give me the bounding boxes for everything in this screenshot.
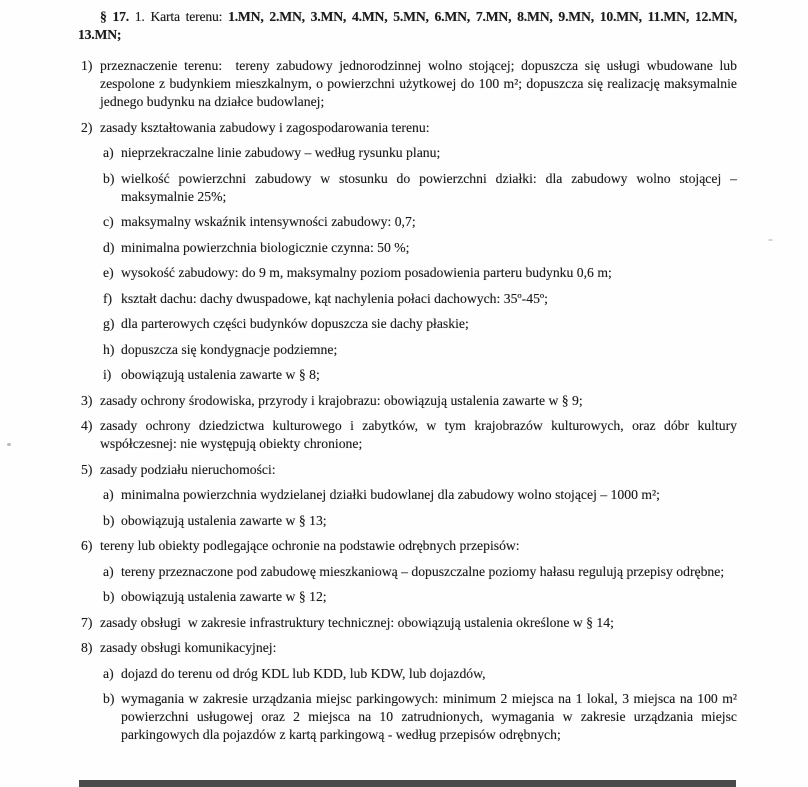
- scan-speck: [7, 443, 11, 446]
- item-text: obowiązują ustalenia zawarte w § 12;: [121, 589, 327, 604]
- item-marker: g): [103, 316, 115, 331]
- item-text: zasady kształtowania zabudowy i zagospodarowania terenu:: [100, 119, 430, 135]
- item-text: wysokość zabudowy: do 9 m, maksymalny poziom posadowienia parteru budynku 0,6 m;: [121, 265, 612, 280]
- item-5a: [103, 486, 737, 504]
- item-4: [81, 417, 737, 453]
- item-text: dopuszcza się kondygnacje podziemne;: [121, 341, 338, 357]
- item-marker: c): [103, 214, 114, 229]
- item-marker: a): [103, 563, 114, 579]
- item-text: obowiązują ustalenia zawarte w § 8;: [121, 367, 320, 382]
- item-marker: b): [103, 170, 115, 186]
- document-content: [78, 8, 737, 752]
- item-marker: 3): [81, 392, 93, 408]
- item-text: wymagania w zakresie urządzania miejsc parkingowych: minimum 2 miejsca na 1 lokal, 3 miejsca na 100 m² powierzchni usługowej oraz 2 miejsca na 10 zatrudnionych, wymagania w zakresie urządzania miejsc parkingowych dla pojazdów z kartą parkingową - według przepisów odrębnych;: [121, 691, 737, 742]
- item-8: [81, 639, 737, 657]
- item-marker: a): [103, 487, 114, 502]
- item-text: zasady obsługi w zakresie infrastruktury technicznej: obowiązują ustalenia określone w § 14;: [100, 614, 614, 630]
- item-marker: f): [103, 290, 113, 306]
- item-2i: [103, 366, 737, 384]
- item-marker: b): [103, 691, 115, 706]
- item-text: obowiązują ustalenia zawarte w § 13;: [121, 512, 327, 528]
- item-marker: h): [103, 341, 115, 357]
- item-marker: i): [103, 367, 112, 382]
- item-2: [81, 119, 737, 137]
- item-text: maksymalny wskaźnik intensywności zabudowy: 0,7;: [121, 214, 416, 229]
- item-text: przeznaczenie terenu: tereny zabudowy jednorodzinnej wolno stojącej; dopuszcza się usługi wbudowane lub zespolone z budynkiem mieszkalnym, o powierzchni użytkowej do 100 m²; dopuszcza się realizację maksymalnie jednego budynku na działce budowlanej;: [100, 58, 737, 109]
- item-marker: a): [103, 665, 114, 681]
- item-text: kształt dachu: dachy dwuspadowe, kąt nachylenia połaci dachowych: 35º-45º;: [121, 290, 548, 306]
- item-marker: 4): [81, 418, 93, 433]
- item-marker: 5): [81, 461, 93, 477]
- item-2b: [103, 170, 737, 206]
- item-text: tereny przeznaczone pod zabudowę mieszkaniową – dopuszczalne poziomy hałasu regulują przepisy odrębne;: [121, 563, 725, 579]
- item-text: dojazd do terenu od dróg KDL lub KDD, lub KDW, lub dojazdów,: [121, 665, 486, 681]
- item-text: nieprzekraczalne linie zabudowy – według rysunku planu;: [121, 145, 441, 160]
- item-2e: [103, 264, 737, 282]
- section-number: § 17.: [100, 9, 129, 24]
- item-2c: [103, 213, 737, 231]
- item-marker: 7): [81, 614, 93, 630]
- item-2d: [103, 239, 737, 257]
- item-marker: e): [103, 265, 114, 280]
- item-text: tereny lub obiekty podlegające ochronie na podstawie odrębnych przepisów:: [100, 538, 520, 553]
- item-text: zasady podziału nieruchomości:: [100, 461, 276, 477]
- item-5b: [103, 512, 737, 530]
- item-6: [81, 537, 737, 555]
- item-marker: a): [103, 145, 114, 160]
- item-marker: b): [103, 512, 115, 528]
- item-marker: 2): [81, 119, 93, 135]
- item-text: zasady ochrony dziedzictwa kulturowego i zabytków, w tym krajobrazów kulturowych, oraz dóbr kultury współczesnej: nie występują obiekty chronione;: [100, 418, 737, 451]
- scan-speck: [768, 239, 773, 241]
- scan-artifact-bar: [79, 780, 736, 787]
- item-marker: 8): [81, 640, 93, 655]
- item-8a: [103, 665, 737, 683]
- item-8b: [103, 690, 737, 744]
- item-text: minimalna powierzchnia biologicznie czynna: 50 %;: [121, 239, 410, 255]
- terrain-list: 1.MN, 2.MN, 3.MN, 4.MN, 5.MN, 6.MN, 7.MN, 8.MN, 9.MN, 10.MN, 11.MN, 12.MN, 13.MN;: [78, 9, 737, 42]
- item-text: zasady obsługi komunikacyjnej:: [100, 640, 277, 655]
- section-heading: [78, 8, 737, 44]
- item-text: wielkość powierzchni zabudowy w stosunku do powierzchni działki: dla zabudowy wolno stojącej – maksymalnie 25%;: [121, 170, 737, 204]
- item-6a: [103, 563, 737, 581]
- section-heading-intro: 1. Karta terenu:: [128, 9, 229, 24]
- item-3: [81, 392, 737, 410]
- item-6b: [103, 588, 737, 606]
- item-1: [81, 57, 737, 111]
- item-marker: d): [103, 239, 115, 255]
- item-marker: 6): [81, 538, 93, 553]
- item-text: zasady ochrony środowiska, przyrody i krajobrazu: obowiązują ustalenia zawarte w § 9;: [100, 392, 583, 408]
- item-2h: [103, 341, 737, 359]
- item-text: dla parterowych części budynków dopuszcza sie dachy płaskie;: [121, 316, 469, 331]
- item-text: minimalna powierzchnia wydzielanej działki budowlanej dla zabudowy wolno stojącej – 1000 m²;: [121, 487, 660, 502]
- item-2f: [103, 290, 737, 308]
- item-marker: 1): [81, 58, 93, 73]
- item-5: [81, 461, 737, 479]
- item-7: [81, 614, 737, 632]
- item-2a: [103, 144, 737, 162]
- item-marker: b): [103, 589, 115, 604]
- item-2g: [103, 315, 737, 333]
